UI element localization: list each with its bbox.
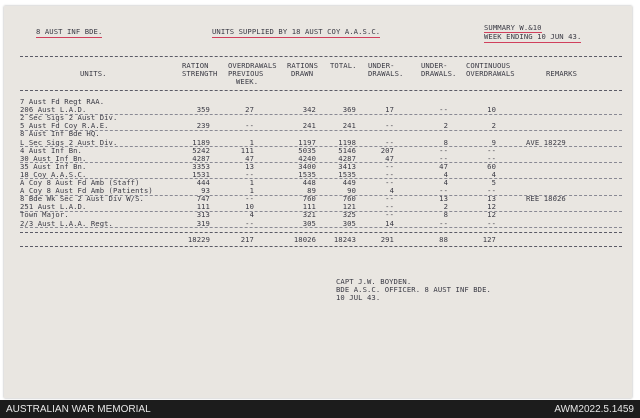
cell-u1: -- — [385, 169, 394, 179]
cell-u2: 4 — [443, 178, 448, 187]
header-rule-bottom — [20, 90, 622, 91]
unit-name: 8 Aust Inf Bde HQ. — [20, 129, 100, 139]
cell-rd: 1535 — [298, 169, 316, 179]
unit-name: 251 Aust L.A.D. — [20, 202, 87, 212]
col-units: UNITS. — [80, 69, 107, 78]
cell-u1: -- — [385, 121, 394, 131]
col-rations-drawn-2: DRAWN — [291, 69, 314, 78]
cell-u2: -- — [439, 153, 448, 163]
cell-rs: 747 — [196, 194, 210, 204]
cell-rs: 319 — [196, 218, 210, 228]
cell-u2: -- — [439, 145, 448, 155]
col-continuous-2: OVERDRAWALS — [466, 69, 515, 78]
cell-rs: 4287 — [192, 153, 210, 163]
cell-rs: 444 — [196, 178, 210, 187]
cell-op: 10 — [245, 202, 254, 212]
cell-tot: 369 — [342, 105, 356, 115]
cell-u2: 4 — [443, 169, 448, 179]
total-ration-strength: 18229 — [187, 235, 210, 244]
cell-tot: 4287 — [338, 153, 356, 163]
col-ration-strength-2: STRENGTH — [182, 69, 218, 78]
unit-name: L Sec Sigs 2 Aust Div. — [20, 137, 118, 147]
unit-name: 18 Coy A.A.S.C. — [20, 169, 87, 179]
cell-op: -- — [245, 218, 254, 228]
cell-co: -- — [487, 218, 496, 228]
cell-rs: 93 — [201, 186, 210, 196]
archive-footer — [0, 400, 640, 418]
cell-u2: 8 — [443, 210, 448, 220]
col-continuous-1: CONTINUOUS — [466, 61, 511, 70]
unit-name: Town Major. — [20, 210, 69, 220]
cell-co: 2 — [491, 121, 496, 131]
cell-op: 47 — [245, 153, 254, 163]
document-sheet — [4, 6, 632, 398]
cell-tot: 760 — [342, 194, 356, 204]
total-overdrawals-prev: 217 — [240, 235, 254, 244]
total-total: 18243 — [333, 235, 356, 244]
cell-op: 111 — [240, 145, 254, 155]
cell-co: -- — [487, 186, 496, 196]
document-title: UNITS SUPPLIED BY 18 AUST COY A.A.S.C. — [212, 27, 381, 36]
cell-rs: 3353 — [192, 161, 210, 171]
cell-rs: 111 — [196, 202, 210, 212]
cell-u1: 4 — [389, 186, 394, 196]
total-continuous: 127 — [482, 235, 496, 244]
cell-u1: -- — [385, 161, 394, 171]
archive-id: AWM2022.5.1459 — [554, 404, 634, 415]
cell-tot: 325 — [342, 210, 356, 220]
unit-name: 2/3 Aust L.A.A. Regt. — [20, 218, 113, 228]
cell-rd: 4240 — [298, 153, 316, 163]
cell-op: -- — [245, 121, 254, 131]
unit-name: A Coy 8 Aust Fd Amb (Patients) — [20, 186, 153, 196]
cell-tot: 1535 — [338, 169, 356, 179]
col-overdrawals-prev-1: OVERDRAWALS — [228, 61, 277, 70]
cell-co: -- — [487, 153, 496, 163]
unit-name: 30 Aust Inf Bn. — [20, 153, 87, 163]
col-ration-strength-1: RATION — [182, 61, 209, 70]
unit-name: 35 Aust Inf Bn. — [20, 161, 87, 171]
col-remarks: REMARKS — [546, 69, 577, 78]
cell-tot: 241 — [342, 121, 356, 131]
cell-co: -- — [487, 145, 496, 155]
cell-rs: 1531 — [192, 169, 210, 179]
signatory-name: CAPT J.W. BOYDEN. — [336, 277, 412, 286]
cell-u1: -- — [385, 210, 394, 220]
cell-remarks: AVE 18229 — [526, 137, 566, 147]
cell-rd: 321 — [302, 210, 316, 220]
cell-u2: 2 — [443, 202, 448, 212]
cell-co: 12 — [487, 210, 496, 220]
col-total: TOTAL. — [330, 61, 357, 70]
row-rule — [20, 146, 622, 147]
col-underdrawals-b-1: UNDER- — [421, 61, 448, 70]
cell-tot: 305 — [342, 218, 356, 228]
summary-label: SUMMARY W.&10 — [484, 23, 542, 32]
cell-rd: 241 — [302, 121, 316, 131]
cell-rs: 239 — [196, 121, 210, 131]
total-rations-drawn: 18026 — [293, 235, 316, 244]
cell-u1: 47 — [385, 153, 394, 163]
cell-op: 1 — [249, 186, 254, 196]
unit-name: 2 Sec Sigs 2 Aust Div. — [20, 113, 118, 123]
cell-u2: -- — [439, 186, 448, 196]
cell-u2: 13 — [439, 194, 448, 204]
cell-op: 27 — [245, 105, 254, 115]
cell-co: 9 — [491, 137, 496, 147]
cell-u1: 207 — [380, 145, 394, 155]
cell-co: 4 — [491, 169, 496, 179]
signature-date: 10 JUL 43. — [336, 293, 381, 302]
header-rule-top — [20, 56, 622, 57]
unit-name: 5 Aust Fd Coy R.A.E. — [20, 121, 109, 131]
total-underdrawals-b: 88 — [439, 235, 448, 244]
signatory-role: BDE A.S.C. OFFICER. 8 AUST INF BDE. — [336, 285, 491, 294]
totals-rule-top — [20, 232, 622, 233]
cell-op: -- — [245, 169, 254, 179]
row-rule — [20, 162, 622, 163]
cell-u1: -- — [385, 178, 394, 187]
unit-name: A Coy 8 Aust Fd Amb (Staff) — [20, 178, 140, 187]
cell-u1: -- — [385, 137, 394, 147]
cell-rd: 111 — [302, 202, 316, 212]
cell-remarks: REE 18026 — [526, 194, 566, 204]
row-rule — [20, 227, 622, 228]
cell-tot: 449 — [342, 178, 356, 187]
col-underdrawals-b-2: DRAWALS. — [421, 69, 457, 78]
cell-rs: 359 — [196, 105, 210, 115]
row-rule — [20, 211, 622, 212]
unit-name: 4 Aust Inf Bn. — [20, 145, 82, 155]
col-overdrawals-prev-3: WEEK. — [236, 77, 259, 86]
brigade-title: 8 AUST INF BDE. — [36, 27, 103, 36]
cell-co: 13 — [487, 194, 496, 204]
row-rule — [20, 130, 622, 131]
cell-u1: -- — [385, 202, 394, 212]
cell-u1: -- — [385, 194, 394, 204]
cell-rd: 760 — [302, 194, 316, 204]
cell-tot: 1198 — [338, 137, 356, 147]
cell-op: -- — [245, 194, 254, 204]
cell-tot: 90 — [347, 186, 356, 196]
cell-u1: 17 — [385, 105, 394, 115]
cell-rs: 313 — [196, 210, 210, 220]
cell-tot: 121 — [342, 202, 356, 212]
unit-name: 7 Aust Fd Regt RAA. — [20, 97, 105, 106]
cell-co: 60 — [487, 161, 496, 171]
cell-rd: 448 — [302, 178, 316, 187]
cell-rs: 5242 — [192, 145, 210, 155]
cell-op: 1 — [249, 137, 254, 147]
cell-op: 13 — [245, 161, 254, 171]
cell-rd: 5035 — [298, 145, 316, 155]
cell-u2: -- — [439, 218, 448, 228]
col-underdrawals-a-2: DRAWALS. — [368, 69, 404, 78]
cell-u1: 14 — [385, 218, 394, 228]
cell-op: 4 — [249, 210, 254, 220]
cell-op: 1 — [249, 178, 254, 187]
cell-rs: 1189 — [192, 137, 210, 147]
cell-rd: 342 — [302, 105, 316, 115]
cell-co: 12 — [487, 202, 496, 212]
cell-u2: 47 — [439, 161, 448, 171]
unit-name: 8 Bde Wk Sec 2 Aust Div W/S. — [20, 194, 144, 204]
total-underdrawals-a: 291 — [380, 235, 394, 244]
col-underdrawals-a-1: UNDER- — [368, 61, 395, 70]
cell-rd: 305 — [302, 218, 316, 228]
archive-name: AUSTRALIAN WAR MEMORIAL — [6, 404, 151, 415]
cell-co: 5 — [491, 178, 496, 187]
cell-rd: 89 — [307, 186, 316, 196]
unit-name: 206 Aust L.A.D. — [20, 105, 87, 115]
cell-u2: 2 — [443, 121, 448, 131]
cell-tot: 3413 — [338, 161, 356, 171]
cell-u2: 8 — [443, 137, 448, 147]
totals-rule-bottom — [20, 246, 622, 247]
week-ending-label: WEEK ENDING 10 JUN 43. — [484, 32, 582, 41]
cell-u2: -- — [439, 105, 448, 115]
col-rations-drawn-1: RATIONS — [287, 61, 318, 70]
cell-rd: 3400 — [298, 161, 316, 171]
cell-rd: 1197 — [298, 137, 316, 147]
cell-co: 10 — [487, 105, 496, 115]
col-overdrawals-prev-2: PREVIOUS — [228, 69, 264, 78]
cell-tot: 5146 — [338, 145, 356, 155]
